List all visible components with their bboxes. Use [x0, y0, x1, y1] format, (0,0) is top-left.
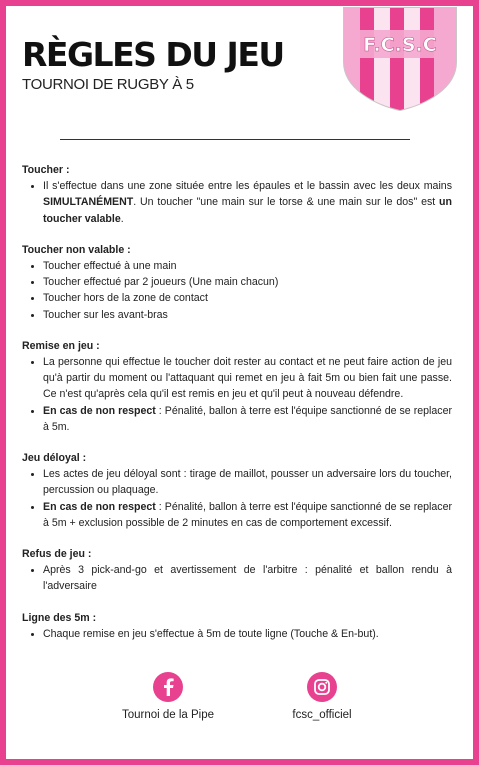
rule-item: • Toucher effectué à une main [43, 258, 452, 274]
rule-item: • Toucher effectué par 2 joueurs (Une main chacun) [43, 274, 452, 290]
rule-item: • La personne qui effectue le toucher doit rester au contact et ne peut faire action de jeu qu'à partir du moment ou l'attaquant qui remet en jeu à fait 5m ou bien fait une passe. Ce n'est qu'après cela qu'il est remis en jeu et qu'il peut à nouveau défendre. [43, 354, 452, 403]
header-divider [60, 139, 410, 140]
rule-section [22, 450, 452, 531]
page-title: RÈGLES DU JEU [22, 35, 284, 74]
club-logo [338, 4, 462, 112]
rule-list [22, 258, 452, 323]
section-title: Jeu déloyal : [22, 452, 87, 465]
facebook-label: Tournoi de la Pipe [121, 709, 215, 721]
rule-item: • Il s'effectue dans une zone située entre les épaules et le bassin avec les deux mains SIMULTANÉMENT. Un toucher "une main sur le torse & une main sur le dos" est un toucher valable. [43, 178, 452, 227]
logo-text: F.C.S.C [363, 34, 437, 56]
rule-item: • En cas de non respect : Pénalité, ballon à terre est l'équipe sanctionné de se replacer à 5m + exclusion possible de 2 minutes en cas de comportement excessif. [43, 499, 452, 531]
section-title: Toucher non valable : [22, 243, 131, 256]
rule-list [22, 466, 452, 531]
rule-item: • En cas de non respect : Pénalité, ballon à terre est l'équipe sanctionné de se replacer à 5m. [43, 403, 452, 435]
section-title: Toucher : [22, 164, 70, 176]
section-title: Refus de jeu : [22, 548, 92, 561]
rule-item: • Chaque remise en jeu s'effectue à 5m de toute ligne (Touche & En-but). [43, 626, 452, 642]
rule-section [22, 546, 452, 595]
rule-section [22, 162, 452, 227]
rule-list [22, 178, 452, 227]
instagram-link[interactable] [262, 672, 382, 721]
facebook-link[interactable] [108, 672, 228, 721]
rules-content [22, 162, 452, 657]
rule-item: • Après 3 pick-and-go et avertissement de l'arbitre : pénalité et ballon rendu à l'adversaire [43, 562, 452, 594]
instagram-icon [307, 672, 337, 702]
rule-item: • Les actes de jeu déloyal sont : tirage de maillot, pousser un adversaire lors du toucher, percussion ou plaquage. [43, 466, 452, 498]
facebook-icon [153, 672, 183, 702]
section-title: Ligne des 5m : [22, 611, 97, 624]
rule-item: • Toucher hors de la zone de contact [43, 290, 452, 306]
rule-list [22, 354, 452, 435]
page-subtitle: TOURNOI DE RUGBY À 5 [22, 76, 194, 93]
rule-section [22, 610, 452, 642]
section-title: Remise en jeu : [22, 339, 100, 352]
instagram-label: fcsc_officiel [292, 709, 352, 721]
rule-section [22, 242, 452, 323]
rule-section [22, 338, 452, 435]
rule-list [22, 562, 452, 594]
rule-list [22, 626, 452, 642]
rule-item: • Toucher sur les avant-bras [43, 307, 452, 323]
